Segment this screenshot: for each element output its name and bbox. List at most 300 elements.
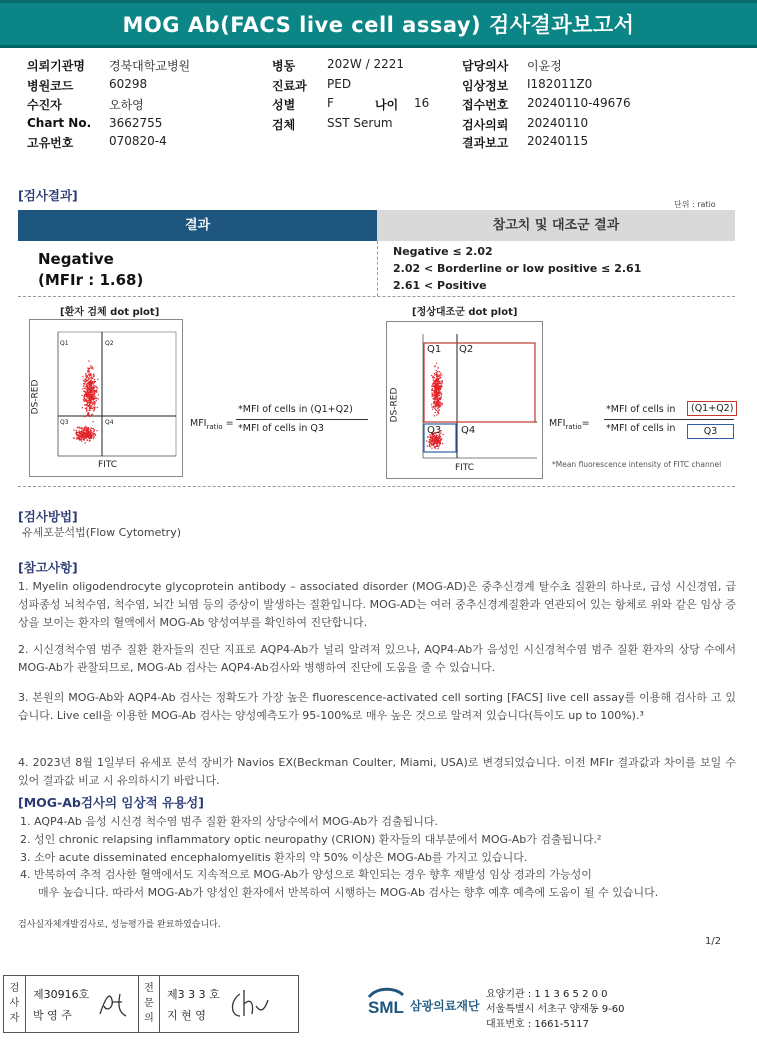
- utility-item: 4. 반복하여 추적 검사한 혈액에서도 지속적으로 MOG-Ab가 양성으로 확인되는 경우 향후 재발성 임상 경과의 가능성이: [20, 868, 592, 881]
- scatter-dot: [84, 427, 85, 428]
- scatter-dot: [84, 378, 85, 379]
- scatter-dot: [85, 375, 86, 376]
- scatter-dot: [89, 402, 90, 403]
- scatter-dot: [93, 392, 94, 393]
- scatter-dot: [439, 371, 440, 372]
- mfi-label: $MFI_{ratio}$ =: [190, 418, 234, 431]
- scatter-dot: [433, 385, 434, 386]
- scatter-dot: [94, 430, 95, 431]
- utility-item: 2. 성인 chronic relapsing inflammatory optic neuropathy (CRION) 환자들의 대부분에서 MOG-Ab가 검출됩니다.²: [20, 833, 602, 846]
- method-heading: [검사방법]: [18, 509, 78, 524]
- scatter-dot: [93, 421, 94, 422]
- divider: [18, 486, 735, 487]
- scatter-dot: [89, 440, 90, 441]
- company-name: 삼광의료재단: [410, 999, 480, 1013]
- scatter-dot: [87, 367, 88, 368]
- scatter-dot: [440, 443, 441, 444]
- x-axis-label: FITC: [455, 463, 475, 473]
- scatter-dot: [442, 404, 443, 405]
- scatter-dot: [81, 434, 82, 435]
- report-title: MOG Ab(FACS live cell assay) 검사결과보고서: [0, 0, 757, 48]
- info-label: 고유번호: [27, 136, 74, 150]
- scatter-dot: [437, 371, 438, 372]
- scatter-dot: [90, 367, 91, 368]
- scatter-dot: [435, 385, 436, 386]
- scatter-dot: [96, 430, 97, 431]
- reference-line: Negative ≤ 2.02: [393, 245, 493, 258]
- scatter-dot: [441, 386, 442, 387]
- scatter-dot: [437, 376, 438, 377]
- scatter-dot: [432, 384, 433, 385]
- scatter-dot: [80, 432, 81, 433]
- scatter-dot: [90, 430, 91, 431]
- scatter-dot: [91, 389, 92, 390]
- utility-item: 3. 소아 acute disseminated encephalomyelitis 환자의 약 50% 이상은 MOG-Ab를 가지고 있습니다.: [20, 851, 528, 864]
- scatter-dot: [95, 435, 96, 436]
- examiner-label: 검 사 자: [9, 983, 20, 1024]
- info-label: 진료과: [272, 79, 307, 93]
- q3-label: Q3: [60, 419, 69, 426]
- info-label: 나이: [375, 98, 399, 112]
- scatter-dot: [88, 370, 89, 371]
- scatter-dot: [88, 382, 89, 383]
- scatter-dot: [440, 372, 441, 373]
- scatter-dot: [80, 431, 81, 432]
- scatter-dot: [97, 407, 98, 408]
- scatter-dot: [427, 437, 428, 438]
- scatter-dot: [440, 398, 441, 399]
- scatter-dot: [93, 393, 94, 394]
- info-label: 검체: [272, 118, 296, 132]
- scatter-dot: [435, 389, 436, 390]
- scatter-dot: [434, 397, 435, 398]
- scatter-dot: [92, 386, 93, 387]
- mfi-numerator: *MFI of cells in (Q1+Q2): [238, 404, 353, 415]
- info-label: 접수번호: [462, 98, 509, 112]
- scatter-dot: [438, 404, 439, 405]
- scatter-dot: [90, 401, 91, 402]
- scatter-dot: [431, 440, 432, 441]
- info-value: 20240110-49676: [527, 96, 631, 110]
- scatter-dot: [86, 380, 87, 381]
- scatter-dot: [89, 410, 90, 411]
- fraction-line: [604, 419, 734, 420]
- scatter-dot: [97, 398, 98, 399]
- scatter-dot: [439, 395, 440, 396]
- info-label: 병원코드: [27, 79, 74, 93]
- scatter-dot: [88, 400, 89, 401]
- scatter-dot: [442, 434, 443, 435]
- scatter-dot: [89, 407, 90, 408]
- divider: [18, 296, 735, 297]
- scatter-dot: [82, 388, 83, 389]
- fraction-line: [236, 419, 368, 420]
- scatter-dot: [84, 428, 85, 429]
- scatter-dot: [436, 439, 437, 440]
- scatter-dot: [89, 438, 90, 439]
- y-axis-label: DS-RED: [389, 387, 400, 423]
- scatter-dot: [432, 388, 433, 389]
- info-value: 경북대학교병원: [109, 59, 191, 73]
- reference-line: 2.61 < Positive: [393, 279, 487, 292]
- scatter-dot: [83, 385, 84, 386]
- info-label: 결과보고: [462, 136, 509, 150]
- scatter-dot: [79, 438, 80, 439]
- scatter-dot: [440, 377, 441, 378]
- scatter-dot: [96, 392, 97, 393]
- scatter-dot: [439, 445, 440, 446]
- scatter-dot: [86, 407, 87, 408]
- scatter-dot: [96, 390, 97, 391]
- logo-text: SML: [368, 998, 404, 1017]
- scatter-dot: [437, 367, 438, 368]
- scatter-dot: [87, 403, 88, 404]
- scatter-dot: [81, 395, 82, 396]
- scatter-dot: [87, 390, 88, 391]
- utility-item: 매우 높습니다. 따라서 MOG-Ab가 양성인 환자에서 반복하여 시행하는 MOG-Ab 검사는 향후 예후 예측에 도움이 될 수 있습니다.: [38, 886, 659, 899]
- examiner-license: 제30916호: [33, 988, 90, 1001]
- scatter-dot: [89, 381, 90, 382]
- scatter-dot: [89, 374, 90, 375]
- scatter-dot: [437, 396, 438, 397]
- scatter-dot: [429, 442, 430, 443]
- scatter-dot: [436, 363, 437, 364]
- info-value: 20240110: [527, 116, 589, 130]
- scatter-dot: [434, 400, 435, 401]
- info-label: 성별: [272, 98, 296, 112]
- scatter-dot: [433, 406, 434, 407]
- scatter-dot: [434, 381, 435, 382]
- q4-label: Q4: [461, 425, 476, 436]
- scatter-dot: [434, 408, 435, 409]
- info-value: 60298: [109, 77, 148, 91]
- result-value: Negative: [38, 250, 114, 268]
- specialist-name: 지 현 영: [167, 1009, 206, 1022]
- info-value: 070820-4: [109, 134, 167, 148]
- scatter-dot: [82, 432, 83, 433]
- scatter-dot: [92, 402, 93, 403]
- scatter-dot: [82, 376, 83, 377]
- scatter-dot: [85, 381, 86, 382]
- scatter-dot: [88, 360, 89, 361]
- scatter-dot: [91, 377, 92, 378]
- scatter-dot: [87, 431, 88, 432]
- scatter-dot: [429, 441, 430, 442]
- control-dot-plot: [386, 321, 543, 479]
- scatter-dot: [87, 391, 88, 392]
- scatter-dot: [429, 446, 430, 447]
- address-line: 서울특별시 서초구 양재동 9-60: [486, 1004, 625, 1015]
- scatter-dot: [433, 395, 434, 396]
- scatter-dot: [78, 435, 79, 436]
- scatter-dot: [94, 390, 95, 391]
- mfi-numerator-prefix: *MFI of cells in: [606, 404, 676, 415]
- scatter-dot: [84, 400, 85, 401]
- scatter-dot: [87, 388, 88, 389]
- scatter-dot: [439, 374, 440, 375]
- scatter-dot: [87, 371, 88, 372]
- scatter-dot: [97, 388, 98, 389]
- scatter-dot: [94, 429, 95, 430]
- scatter-dot: [434, 377, 435, 378]
- scatter-dot: [432, 440, 433, 441]
- scatter-dot: [434, 437, 435, 438]
- scatter-dot: [434, 393, 435, 394]
- scatter-dot: [85, 432, 86, 433]
- scatter-dot: [76, 430, 77, 431]
- scatter-dot: [438, 392, 439, 393]
- scatter-dot: [76, 438, 77, 439]
- scatter-dot: [90, 435, 91, 436]
- validation-note: 검사실자체개발검사로, 성능평가를 완료하였습니다.: [18, 920, 221, 930]
- control-dots: [426, 363, 444, 450]
- scatter-dot: [427, 446, 428, 447]
- scatter-dot: [85, 386, 86, 387]
- scatter-dot: [433, 401, 434, 402]
- scatter-dot: [78, 426, 79, 427]
- scatter-dot: [430, 438, 431, 439]
- scatter-dot: [87, 393, 88, 394]
- scatter-dot: [84, 384, 85, 385]
- scatter-dot: [77, 435, 78, 436]
- scatter-dot: [78, 437, 79, 438]
- scatter-dot: [426, 441, 427, 442]
- scatter-dot: [434, 415, 435, 416]
- scatter-dot: [93, 431, 94, 432]
- scatter-dot: [438, 380, 439, 381]
- scatter-dot: [87, 412, 88, 413]
- scatter-dot: [90, 398, 91, 399]
- scatter-dot: [91, 395, 92, 396]
- sml-logo: [365, 985, 407, 1021]
- scatter-dot: [84, 436, 85, 437]
- scatter-dot: [86, 398, 87, 399]
- scatter-dot: [439, 441, 440, 442]
- scatter-dot: [439, 401, 440, 402]
- scatter-dot: [437, 374, 438, 375]
- info-value: 16: [414, 96, 430, 110]
- utility-heading: [MOG-Ab검사의 임상적 유용성]: [18, 795, 204, 810]
- result-column-header: 결과: [18, 210, 377, 241]
- info-value: 3662755: [109, 116, 163, 130]
- scatter-dot: [86, 385, 87, 386]
- q3-label: Q3: [427, 425, 442, 436]
- scatter-dot: [77, 438, 78, 439]
- scatter-dot: [429, 444, 430, 445]
- info-value: PED: [327, 77, 352, 91]
- scatter-dot: [89, 404, 90, 405]
- scatter-dot: [434, 374, 435, 375]
- patient-dots: [73, 360, 99, 443]
- info-label: 병동: [272, 59, 296, 73]
- specialist-label: 전 문 의: [144, 983, 154, 1024]
- scatter-dot: [91, 414, 92, 415]
- q4-label: Q4: [105, 419, 114, 426]
- scatter-dot: [86, 400, 87, 401]
- address-line: 요양기관 : 1 1 3 6 5 2 0 0: [486, 989, 608, 1000]
- scatter-dot: [438, 378, 439, 379]
- scatter-dot: [431, 447, 432, 448]
- scatter-dot: [93, 428, 94, 429]
- scatter-dot: [94, 396, 95, 397]
- scatter-dot: [81, 440, 82, 441]
- scatter-dot: [433, 379, 434, 380]
- scatter-dot: [84, 390, 85, 391]
- scatter-dot: [434, 406, 435, 407]
- info-label: 의뢰기관명: [27, 59, 85, 73]
- sml-logo-mark: [365, 985, 407, 1021]
- scatter-dot: [435, 381, 436, 382]
- scatter-dot: [433, 444, 434, 445]
- scatter-dot: [431, 406, 432, 407]
- scatter-dot: [76, 437, 77, 438]
- scatter-dot: [92, 404, 93, 405]
- q2-label: Q2: [459, 344, 474, 355]
- scatter-dot: [83, 430, 84, 431]
- scatter-dot: [438, 409, 439, 410]
- scatter-dot: [89, 405, 90, 406]
- notes-heading: [참고사항]: [18, 560, 78, 575]
- q1q2-box: (Q1+Q2): [687, 401, 737, 416]
- scatter-dot: [440, 439, 441, 440]
- scatter-dot: [89, 368, 90, 369]
- scatter-dot: [91, 432, 92, 433]
- scatter-dot: [83, 380, 84, 381]
- scatter-dot: [81, 428, 82, 429]
- scatter-dot: [90, 386, 91, 387]
- scatter-dot: [441, 380, 442, 381]
- specialist-license: 제3 3 3 호: [167, 988, 220, 1001]
- scatter-dot: [94, 404, 95, 405]
- scatter-dot: [431, 390, 432, 391]
- scatter-dot: [86, 383, 87, 384]
- patient-dot-plot: [29, 319, 183, 477]
- unit-label: 단위 : ratio: [674, 200, 716, 209]
- specialist-label-cell: [138, 976, 160, 1032]
- scatter-dot: [435, 383, 436, 384]
- scatter-dot: [92, 381, 93, 382]
- scatter-dot: [90, 388, 91, 389]
- scatter-dot: [433, 398, 434, 399]
- scatter-dot: [439, 386, 440, 387]
- scatter-dot: [90, 438, 91, 439]
- scatter-dot: [84, 388, 85, 389]
- scatter-dot: [432, 376, 433, 377]
- scatter-dot: [92, 368, 93, 369]
- scatter-dot: [435, 412, 436, 413]
- scatter-dot: [437, 400, 438, 401]
- scatter-dot: [437, 441, 438, 442]
- utility-item: 1. AQP4-Ab 음성 시신경 척수염 범주 질환 환자의 상당수에서 MOG-Ab가 검출됩니다.: [20, 815, 438, 828]
- patient-plot-title: [환자 검체 dot plot]: [60, 307, 160, 318]
- scatter-dot: [432, 439, 433, 440]
- scatter-dot: [88, 436, 89, 437]
- scatter-dot: [86, 404, 87, 405]
- scatter-dot: [93, 382, 94, 383]
- scatter-dot: [88, 428, 89, 429]
- scatter-dot: [76, 434, 77, 435]
- scatter-dot: [436, 370, 437, 371]
- scatter-dot: [89, 434, 90, 435]
- scatter-dot: [435, 395, 436, 396]
- scatter-dot: [87, 439, 88, 440]
- info-value: I182011Z0: [527, 77, 593, 91]
- scatter-dot: [89, 375, 90, 376]
- scatter-dot: [78, 431, 79, 432]
- note-paragraph: 1. Myelin oligodendrocyte glycoprotein antibody – associated disorder (MOG-AD)은 중추신경계 탈수초 질환의 하나로, 급성 시신경염, 급성파종성 뇌척수염, 척수염, 뇌간 뇌염 등의 증상이 발생하는 질환입니다. MOG-AD는 여러 중추신경계질환과 연관되어 있는 항체로 위와 같은 임상 증상을 보이는 환자의 혈액에서 MOG-Ab 양성여부를 확인하여 진단합니다.: [18, 580, 736, 629]
- scatter-dot: [441, 396, 442, 397]
- info-label: 검사의뢰: [462, 118, 509, 132]
- scatter-dot: [91, 396, 92, 397]
- mfi-denominator: *MFI of cells in Q3: [238, 423, 324, 434]
- scatter-dot: [89, 397, 90, 398]
- scatter-dot: [86, 387, 87, 388]
- scatter-dot: [92, 383, 93, 384]
- examiner-name: 박 영 주: [33, 1009, 72, 1022]
- scatter-dot: [82, 407, 83, 408]
- scatter-dot: [77, 432, 78, 433]
- scatter-dot: [85, 373, 86, 374]
- address-line: 대표번호 : 1661-5117: [486, 1019, 589, 1030]
- scatter-dot: [431, 436, 432, 437]
- info-value: SST Serum: [327, 116, 393, 130]
- scatter-dot: [93, 373, 94, 374]
- reference-line: 2.02 < Borderline or low positive ≤ 2.61: [393, 262, 642, 275]
- scatter-dot: [437, 385, 438, 386]
- scatter-dot: [93, 376, 94, 377]
- result-heading: [검사결과]: [18, 188, 78, 203]
- scatter-dot: [98, 394, 99, 395]
- scatter-dot: [89, 399, 90, 400]
- scatter-dot: [85, 426, 86, 427]
- scatter-dot: [94, 399, 95, 400]
- scatter-dot: [437, 399, 438, 400]
- scatter-dot: [97, 379, 98, 380]
- info-value: 오하영: [109, 98, 144, 112]
- page-number: 1/2: [705, 936, 722, 947]
- scatter-dot: [75, 432, 76, 433]
- scatter-dot: [438, 383, 439, 384]
- scatter-dot: [93, 409, 94, 410]
- scatter-dot: [441, 383, 442, 384]
- scatter-dot: [84, 398, 85, 399]
- scatter-dot: [431, 375, 432, 376]
- scatter-dot: [94, 433, 95, 434]
- scatter-dot: [436, 392, 437, 393]
- scatter-dot: [93, 410, 94, 411]
- scatter-dot: [94, 379, 95, 380]
- scatter-dot: [84, 395, 85, 396]
- info-label: 담당의사: [462, 59, 509, 73]
- scatter-dot: [91, 428, 92, 429]
- scatter-dot: [440, 436, 441, 437]
- scatter-dot: [439, 406, 440, 407]
- examiner-signature: [96, 988, 132, 1022]
- note-paragraph: 4. 2023년 8월 1일부터 유세포 분석 장비가 Navios EX(Beckman Coulter, Miami, USA)로 변경되었습니다. 이전 MFIr 결과값과 차이를 보일 수 있어 결과값 비교 시 유의하시기 바랍니다.: [18, 756, 736, 787]
- scatter-dot: [429, 439, 430, 440]
- scatter-dot: [84, 442, 85, 443]
- scatter-dot: [436, 445, 437, 446]
- scatter-dot: [436, 414, 437, 415]
- scatter-dot: [73, 430, 74, 431]
- scatter-dot: [94, 436, 95, 437]
- scatter-dot: [86, 401, 87, 402]
- x-axis-label: FITC: [98, 460, 118, 470]
- scatter-dot: [431, 444, 432, 445]
- scatter-dot: [94, 402, 95, 403]
- scatter-dot: [435, 365, 436, 366]
- note-paragraph: 3. 본원의 MOG-Ab와 AQP4-Ab 검사는 정확도가 가장 높은 fluorescence-activated cell sorting [FACS] live cell assay를 이용해 검사하 고 있습니다. Live cell을 이용한 MOG-Ab 검사는 양성예측도가 95-100%로 매우 높은 것으로 알려져 있습니다(특이도 up to 100%).³: [18, 691, 736, 722]
